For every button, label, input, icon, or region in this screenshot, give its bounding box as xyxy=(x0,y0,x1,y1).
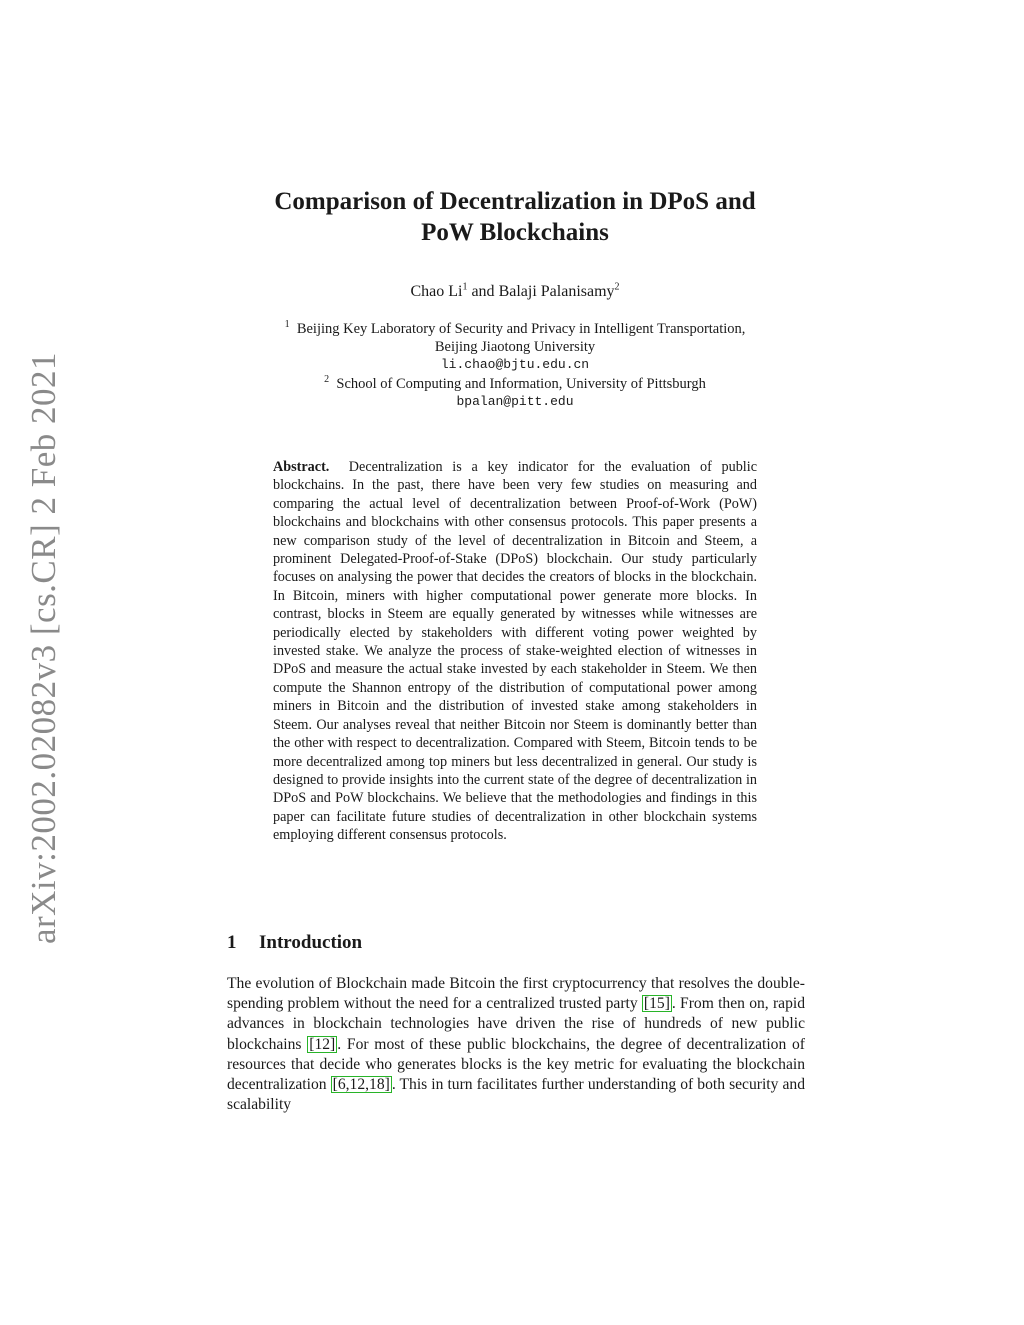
intro-text-2: . From then on, rapid advances in blockchain technologies have driven the rise of hundreds of new public blockchains xyxy=(227,995,805,1053)
introduction-paragraph xyxy=(227,974,805,1115)
intro-text-1: The evolution of Blockchain made Bitcoin the first cryptocurrency that resolves the double-spending problem without the need for a centralized trusted party xyxy=(227,975,805,1013)
abstract xyxy=(273,458,757,845)
author-2: Balaji Palanisamy xyxy=(498,283,615,300)
affiliation-2-mark: 2 xyxy=(324,374,330,386)
section-title: Introduction xyxy=(259,932,363,953)
intro-text-4: . This in turn facilitates further understanding of both security and scalability xyxy=(227,1076,806,1114)
section-heading-introduction xyxy=(227,932,362,954)
author-1-affiliation-mark: 1 xyxy=(462,281,468,293)
arxiv-stamp-text: arXiv:2002.02082v3 [cs.CR] 2 Feb 2021 xyxy=(24,351,63,945)
title-line-2: PoW Blockchains xyxy=(421,219,609,246)
affiliation-1-email[interactable]: li.chao@bjtu.edu.cn xyxy=(440,357,590,372)
affiliation-1 xyxy=(200,320,830,374)
author-connector: and xyxy=(467,283,499,300)
affiliation-1-line-1: Beijing Key Laboratory of Security and Privacy in Intelligent Transportation, xyxy=(296,321,746,337)
affiliation-1-line-2: Beijing Jiaotong University xyxy=(434,339,596,355)
abstract-text: Decentralization is a key indicator for the evaluation of public blockchains. In the past, there have been very few studies on measuring and comparing the actual level of decentralization between Proof-of-Work (PoW) blockchains and blockchains with other consensus protocols. This paper presents a new comparison study of the level of decentralization in Bitcoin and Steem, a prominent Delegated-Proof-of-Stake (DPoS) blockchain. Our study particularly focuses on analysing the power that decides the creators of blocks in the blockchain. In Bitcoin, miners with higher computational power generate more blocks. In contrast, blocks in Steem are equally generated by witnesses while witnesses are periodically elected by stakeholders with different voting power weighted by invested stake. We analyze the process of stake-weighted election of witnesses in DPoS and measure the actual stake invested by each stakeholder in Steem. We then compute the Shannon entropy of the distribution of computational power among miners in Bitcoin and the distribution of invested stake among stakeholders in Steem. Our analyses reveal that neither Bitcoin nor Steem is dominantly better than the other with respect to decentralization. Compared with Steem, Bitcoin tends to be more decentralized among top miners but less decentralized in general. Our study is designed to provide insights into the current state of the degree of decentralization in DPoS and PoW blockchains. We believe that the methodologies and findings in this paper can facilitate future studies of decentralization in other blockchain systems employing different consensus protocols. xyxy=(273,459,757,844)
citation-link-6-12-18[interactable]: [6,12,18] xyxy=(332,1076,390,1094)
citation-link-12[interactable]: [12] xyxy=(309,1035,336,1053)
section-number: 1 xyxy=(227,932,237,953)
affiliation-2-email[interactable]: bpalan@pitt.edu xyxy=(456,394,574,409)
author-1: Chao Li xyxy=(410,283,463,300)
citation-link-15[interactable]: [15] xyxy=(643,995,670,1013)
author-2-affiliation-mark: 2 xyxy=(614,281,620,293)
abstract-label: Abstract. xyxy=(273,459,330,475)
affiliation-2 xyxy=(200,375,830,411)
affiliation-2-line-1: School of Computing and Information, University of Pittsburgh xyxy=(336,376,706,392)
intro-text-3: . For most of these public blockchains, the degree of decentralization of resources that decide who generates blocks is the key metric for evaluating the blockchain decentralization xyxy=(227,1035,805,1094)
affiliation-1-mark: 1 xyxy=(284,319,290,331)
paper-title xyxy=(200,186,830,248)
title-line-1: Comparison of Decentralization in DPoS and xyxy=(274,188,756,215)
author-list xyxy=(200,283,830,301)
